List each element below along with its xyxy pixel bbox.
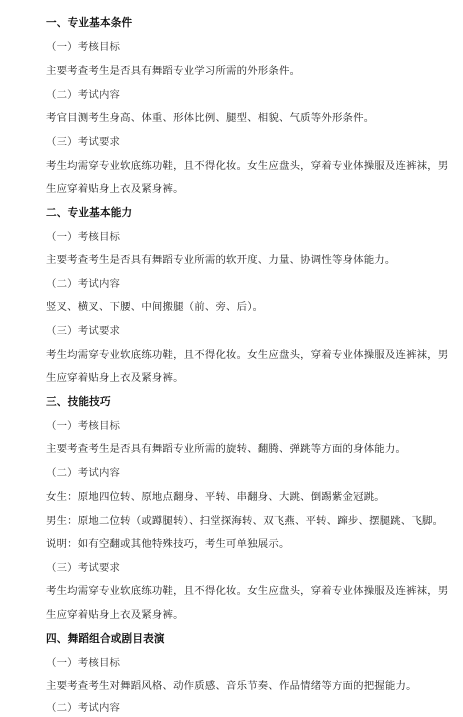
subheading: （一）考核目标 (46, 41, 121, 53)
paragraph-line: 主要考查考生是否具有舞蹈专业学习所需的外形条件。 (46, 65, 301, 77)
paragraph-line: 主要考查考生是否具有舞蹈专业所需的旋转、翻腾、弹跳等方面的身体能力。 (46, 443, 407, 455)
paragraph-line: 女生：原地四位转、原地点翻身、平转、串翻身、大跳、倒踢紫金冠跳。 (46, 491, 385, 503)
paragraph-line: 生应穿着贴身上衣及紧身裤。 (46, 609, 184, 621)
subheading: （一）考核目标 (46, 231, 121, 243)
section-heading: 三、技能技巧 (46, 396, 111, 408)
section-heading: 二、专业基本能力 (46, 207, 133, 219)
subheading: （三）考试要求 (46, 562, 121, 574)
paragraph-line: 考生均需穿专业软底练功鞋，且不得化妆。女生应盘头，穿着专业体操服及连裤袜，男 (46, 160, 449, 172)
paragraph-line: 生应穿着贴身上衣及紧身裤。 (46, 183, 184, 195)
subheading: （二）考试内容 (46, 278, 121, 290)
paragraph-line: 考官目测考生身高、体重、形体比例、腿型、相貌、气质等外形条件。 (46, 112, 375, 124)
paragraph-line: 男生：原地二位转（或蹲腿转）、扫堂探海转、双飞燕、平转、蹿步、摆腿跳、飞脚。 (46, 515, 444, 527)
subheading: （一）考核目标 (46, 657, 121, 669)
paragraph-line: 主要考查考生对舞蹈风格、动作质感、音乐节奏、作品情绪等方面的把握能力。 (46, 680, 417, 692)
paragraph-line: 考生均需穿专业软底练功鞋，且不得化妆。女生应盘头，穿着专业体操服及连裤袜，男 (46, 349, 449, 361)
paragraph-line: 主要考查考生是否具有舞蹈专业所需的软开度、力量、协调性等身体能力。 (46, 254, 396, 266)
subheading: （二）考试内容 (46, 467, 121, 479)
paragraph-line: 生应穿着贴身上衣及紧身裤。 (46, 372, 184, 384)
subheading: （三）考试要求 (46, 325, 121, 337)
subheading: （三）考试要求 (46, 136, 121, 148)
paragraph-line: 说明：如有空翻或其他特殊技巧，考生可单独展示。 (46, 538, 290, 550)
subheading: （二）考试内容 (46, 89, 121, 101)
section-heading: 四、舞蹈组合或剧目表演 (46, 633, 165, 645)
subheading: （一）考核目标 (46, 420, 121, 432)
subheading: （二）考试内容 (46, 702, 121, 714)
paragraph-line: 考生均需穿专业软底练功鞋，且不得化妆。女生应盘头，穿着专业体操服及连裤袜，男 (46, 585, 449, 597)
paragraph-line: 竖叉、横叉、下腰、中间搬腿（前、旁、后）。 (46, 301, 264, 313)
section-heading: 一、专业基本条件 (46, 17, 133, 29)
